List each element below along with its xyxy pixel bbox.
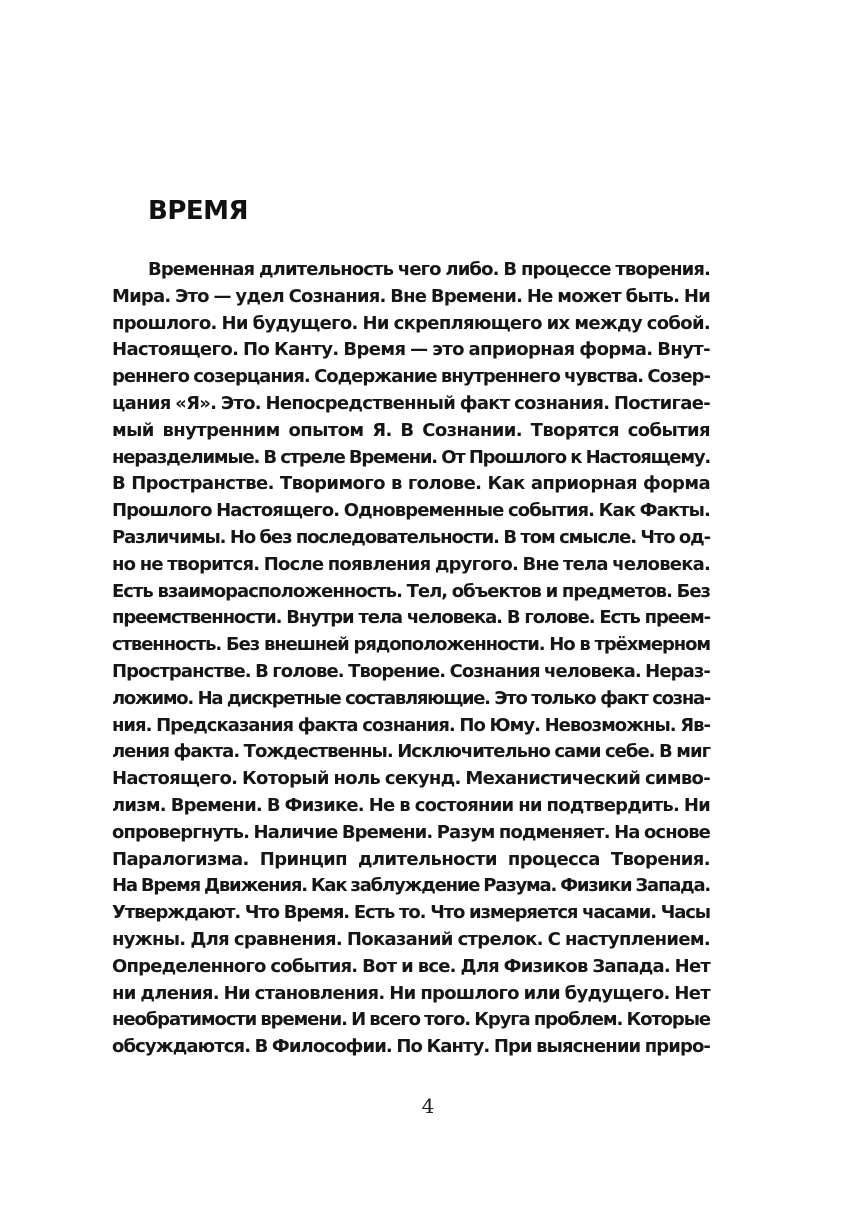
text-line: ложимо. На дискретные составляющие. Это только факт созна- (112, 687, 710, 709)
text-line: цания «Я». Это. Непосредственный факт сознания. Постигае- (112, 392, 710, 414)
text-line: опровергнуть. Наличие Времени. Разум подменяет. На основе (112, 821, 710, 843)
text-line: Различимы. Но без последовательности. В том смысле. Что од- (112, 526, 710, 548)
body-paragraph (112, 257, 710, 1061)
text-line: необратимости времени. И всего того. Круга проблем. Которые (112, 1009, 710, 1031)
page-number: 4 (421, 1094, 435, 1118)
text-line: Настоящего. По Канту. Время — это априорная форма. Внут- (112, 339, 710, 361)
text-line: ственность. Без внешней рядоположенности. Но в трёхмерном (112, 634, 710, 656)
text-line: Есть взаиморасположенность. Тел, объектов и предметов. Без (112, 580, 710, 602)
text-line: нужны. Для сравнения. Показаний стрелок. С наступлением. (112, 928, 710, 950)
text-line: ния. Предсказания факта сознания. По Юму. Невозможны. Яв- (112, 714, 710, 736)
text-line: неразделимые. В стреле Времени. От Прошлого к Настоящему. (112, 446, 710, 468)
text-line: Прошлого Настоящего. Одновременные события. Как Факты. (112, 500, 710, 522)
text-line: прошлого. Ни будущего. Ни скрепляющего их между собой. (112, 312, 710, 334)
chapter-heading: ВРЕМЯ (148, 196, 249, 226)
text-line: На Время Движения. Как заблуждение Разума. Физики Запада. (112, 875, 711, 897)
text-line: лизм. Времени. В Физике. Не в состоянии ни подтвердить. Ни (112, 794, 710, 816)
text-line: реннего созерцания. Содержание внутреннего чувства. Созер- (112, 366, 710, 388)
text-line: Паралогизма. Принцип длительности процесса Творения. (112, 848, 710, 870)
text-line: но не творится. После появления другого. Вне тела человека. (112, 553, 710, 575)
text-line: ни дления. Ни становления. Ни прошлого или будущего. Нет (112, 982, 710, 1004)
text-line: преемственности. Внутри тела человека. В голове. Есть преем- (112, 607, 710, 629)
text-line: В Пространстве. Творимого в голове. Как априорная форма (112, 473, 710, 495)
text-line: обсуждаются. В Философии. По Канту. При выяснении приро- (112, 1036, 710, 1058)
text-line: Мира. Это — удел Сознания. Вне Времени. Не может быть. Ни (112, 285, 710, 307)
text-line: мый внутренним опытом Я. В Сознании. Творятся события (112, 419, 710, 441)
text-line: Временная длительность чего либо. В процессе творения. (148, 259, 710, 280)
text-line: Настоящего. Который ноль секунд. Механистический симво- (112, 768, 710, 790)
text-line: Утверждают. Что Время. Есть то. Что измеряется часами. Часы (112, 902, 710, 924)
text-line: ления факта. Тождественны. Исключительно сами себе. В миг (112, 741, 710, 763)
text-line: Определенного события. Вот и все. Для Физиков Запада. Нет (112, 955, 710, 977)
text-line: Пространстве. В голове. Творение. Сознания человека. Нераз- (112, 660, 710, 682)
